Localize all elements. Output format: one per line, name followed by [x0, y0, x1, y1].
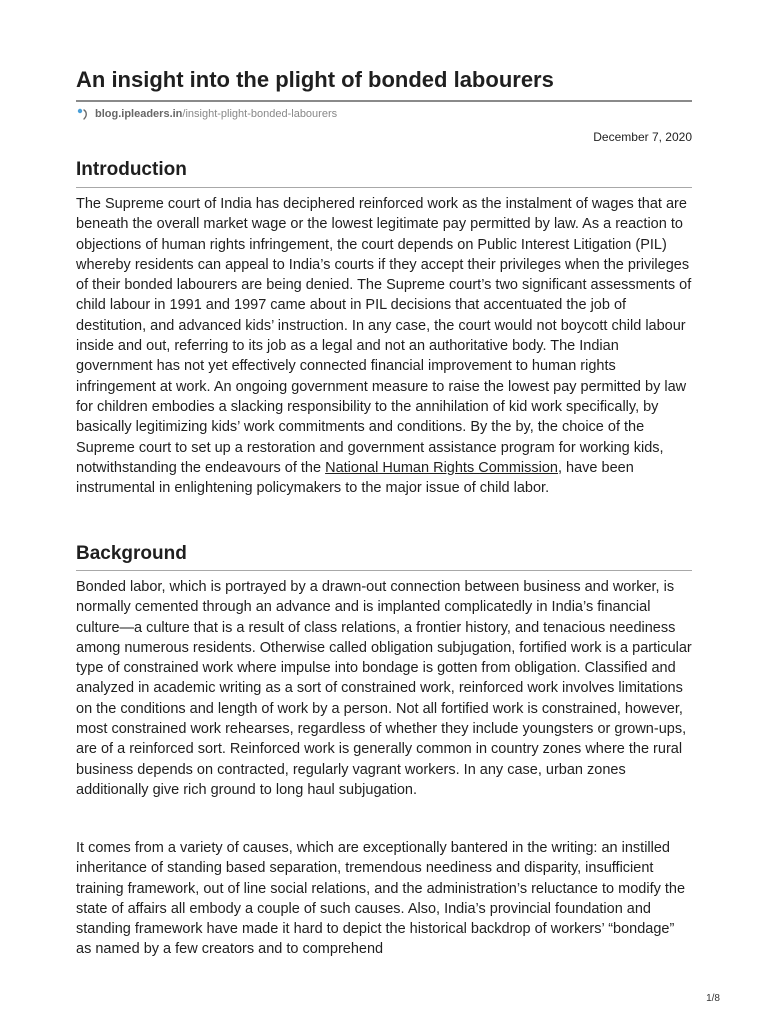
introduction-divider: [76, 187, 692, 188]
background-paragraph-2: It comes from a variety of causes, which are exceptionally bantered in the writing: an instilled inheritance of standing based separation, tremendous neediness and disparity, insufficient training framework, out of line social relations, and the administration’s reluctance to modify the state of affairs all embody a couple of such causes. Also, India’s provincial foundation and standing framework have made it hard to depict the historical backdrop of workers’ “bondage” as named by a few creators and to comprehend: [76, 840, 686, 958]
article-title: An insight into the plight of bonded labourers: [76, 67, 554, 92]
introduction-paragraph: [76, 194, 692, 498]
link-icon: [76, 107, 90, 121]
title-divider: [76, 100, 692, 102]
introduction-text-end: , have been instrumental in enlightening policymakers to the major issue of child labor.: [76, 459, 634, 497]
nhrc-link[interactable]: National Human Rights Commission: [325, 459, 558, 476]
page-number: 1/8: [706, 993, 720, 1004]
background-paragraph-1: Bonded labor, which is portrayed by a drawn-out connection between business and worker, is normally cemented through an advance and is implanted complicatedly in India’s financial culture—a culture that is a result of class relations, a frontier history, and tenacious neediness among numerous residents. Otherwise called obligation subjugation, fortified work is a particular type of constrained work where impulse into bondage is gotten from obligation. Classified and analyzed in academic writing as a sort of constrained work, reinforced work involves limitations on the conditions and length of work by a person. Not all fortified work is constrained, however, most constrained work rehearses, regardless of whether they include youngsters or grown-ups, are of a reinforced sort. Reinforced work is generally common in country zones where the rural business depends on contracted, regularly vagrant workers. In any case, urban zones additionally give rich ground to long haul subjugation.: [76, 579, 692, 798]
source-url[interactable]: [76, 106, 337, 122]
background-divider: [76, 570, 692, 571]
background-heading: Background: [76, 543, 187, 564]
source-path: /insight-plight-bonded-labourers: [182, 108, 338, 120]
introduction-heading: Introduction: [76, 159, 187, 180]
source-domain: blog.ipleaders.in: [95, 108, 183, 120]
publish-date: December 7, 2020: [593, 130, 692, 144]
introduction-text-start: The Supreme court of India has deciphered reinforced work as the instalment of wages that are beneath the overall market wage or the lowest legitimate pay permitted by law. As a reaction to objections of human rights infringement, the court depends on Public Interest Litigation (PIL) whereby residents can appeal to India’s courts if they accept their privileges when the privileges of their bonded labourers are being denied. The Supreme court’s two significant assessments of child labour in 1991 and 1997 came about in PIL decisions that accentuated the job of destitution, and advanced kids’ instruction. In any case, the court would not boycott child labour inside and out, referring to its job as a legal and not an authoritative body. The Indian government has not yet effectively connected financial improvement to human rights infringement at work. An ongoing government measure to raise the lowest pay permitted by law for children embodies a slacking responsibility to the annihilation of kid work specifically, by basically legitimizing kids’ work commitments and conditions. By the by, the choice of the Supreme court to set up a restoration and government assistance program for working kids, notwithstanding the endeavours of the: [76, 196, 692, 476]
